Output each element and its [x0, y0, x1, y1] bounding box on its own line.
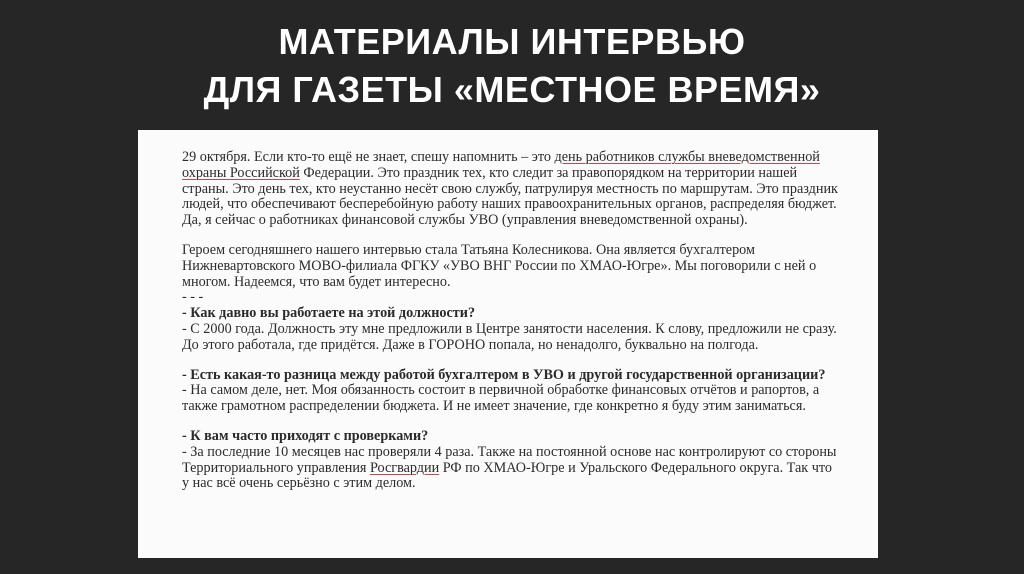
answer-2: - На самом деле, нет. Моя обязанность состоит в первичной обработке финансовых отчётов и рапортов, а также грамотном распределении бюджета. И не имеет значение, где конкретно я буду этим заниматься. — [182, 382, 820, 415]
question-3: - К вам часто приходят с проверками? — [182, 427, 429, 444]
slide-title — [0, 18, 1024, 114]
answer-3-text-start: - За последние 10 месяцев нас проверяли 4 раза. Также на постоянной основе нас контролируют со стороны Территориального управления — [182, 443, 837, 476]
paragraph-gap — [182, 354, 840, 368]
intro-underlined-text: день работников службы вневедомственной охраны Российской — [182, 149, 820, 181]
paragraph-gap — [182, 229, 840, 243]
slide-title-line-2: ДЛЯ ГАЗЕТЫ «МЕСТНОЕ ВРЕМЯ» — [203, 69, 821, 110]
hero-paragraph: Героем сегодняшнего нашего интервью стала Татьяна Колесникова. Она является бухгалтером Нижневартовского МОВО-филиала ФГКУ «УВО ВНГ России по ХМАО-Югре». Мы поговорили с ней о многом. Надеемся, что вам будет интересно. — [182, 241, 817, 290]
answer-3-underlined-text: Росгвардии — [369, 459, 440, 476]
intro-text-end: Федерации. Это праздник тех, кто следит за правопорядком на территории нашей страны. Это день тех, кто неустанно несёт свою службу, патрулируя местность по маршрутам. Это праздник людей, что обеспечивают бесперебойную работу наших правоохранительных органов, распределяя бюджет. Да, я сейчас о работниках финансовой службы УВО (управления вневедомственной охраны). — [182, 164, 838, 229]
paragraph-gap — [182, 415, 840, 429]
answer-1: - С 2000 года. Должность эту мне предложили в Центре занятости населения. К слову, предложили не сразу. До этого работала, где придётся. Даже в ГОРОНО попала, но ненадолго, буквально на полгода. — [182, 320, 837, 353]
separator: - - - — [182, 289, 204, 306]
intro-text-start: 29 октября. Если кто-то ещё не знает, спешу напомнить – это — [182, 149, 555, 165]
question-1: - Как давно вы работаете на этой должности? — [182, 305, 476, 322]
intro-paragraph — [182, 150, 840, 229]
answer-3 — [182, 445, 840, 492]
slide-title-line-1: МАТЕРИАЛЫ ИНТЕРВЬЮ — [278, 21, 746, 62]
answer-3-text-end: РФ по ХМАО-Югре и Уральского Федерального округа. Так что у нас всё очень серьёзно с этим делом. — [182, 459, 832, 492]
scanned-document — [138, 130, 878, 558]
question-2: - Есть какая-то разница между работой бухгалтером в УВО и другой государственной организации? — [182, 366, 826, 383]
